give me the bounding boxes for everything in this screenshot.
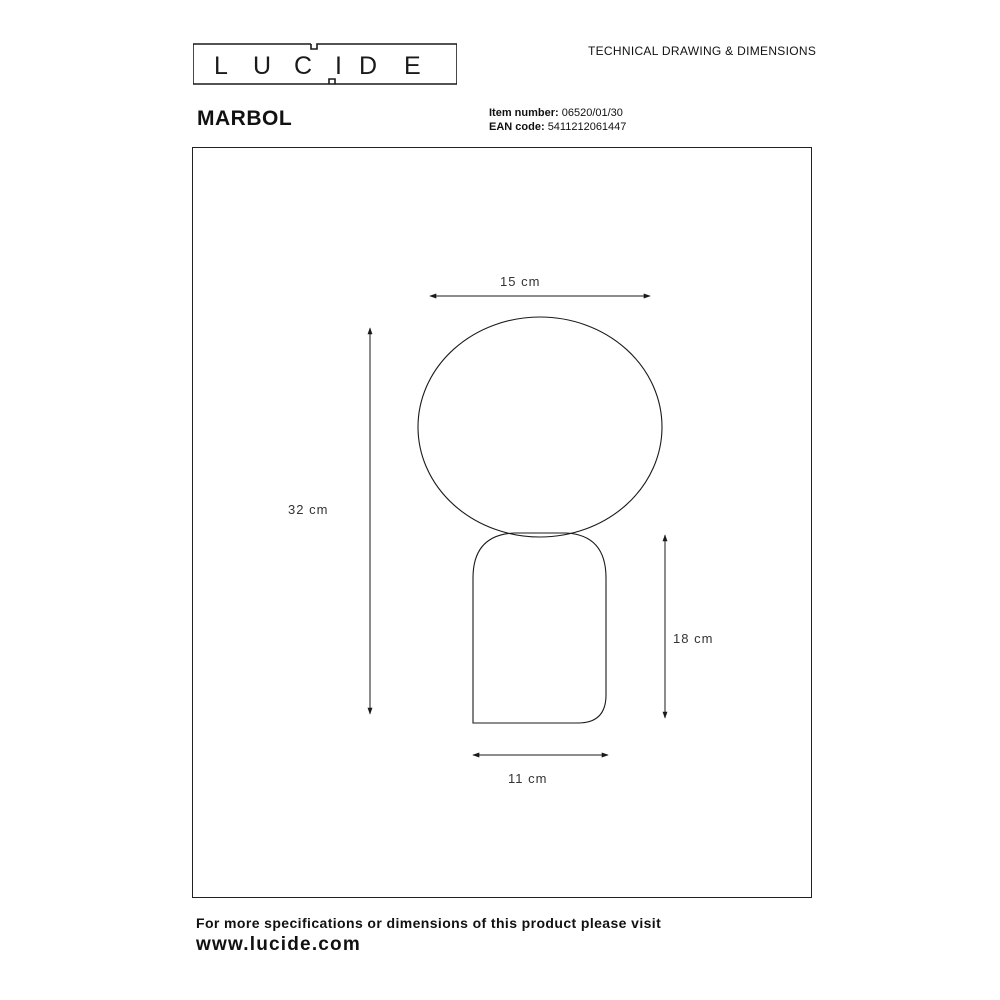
svg-text:I: I	[335, 52, 342, 80]
base-height-label: 18 cm	[673, 631, 714, 646]
svg-text:L: L	[214, 52, 228, 80]
product-name: MARBOL	[197, 107, 293, 130]
svg-text:U: U	[253, 52, 272, 80]
lamp-outline	[418, 317, 662, 723]
item-number-value: 06520/01/30	[561, 107, 623, 119]
total-height-label: 32 cm	[288, 502, 329, 517]
ean-code-value: 5411212061447	[547, 121, 627, 133]
ean-code-label: EAN code:	[489, 121, 545, 133]
base-width-label: 11 cm	[508, 771, 548, 786]
website-link[interactable]: www.lucide.com	[196, 934, 361, 955]
svg-text:D: D	[359, 52, 378, 80]
globe-width-label: 15 cm	[500, 274, 541, 289]
svg-text:C: C	[294, 52, 313, 80]
footer-note: For more specifications or dimensions of this product please visit	[196, 915, 662, 931]
item-number-label: Item number:	[489, 107, 559, 119]
lamp-base	[473, 533, 606, 723]
svg-text:E: E	[404, 52, 421, 80]
document-type: TECHNICAL DRAWING & DIMENSIONS	[588, 44, 817, 58]
lamp-globe	[418, 317, 662, 537]
